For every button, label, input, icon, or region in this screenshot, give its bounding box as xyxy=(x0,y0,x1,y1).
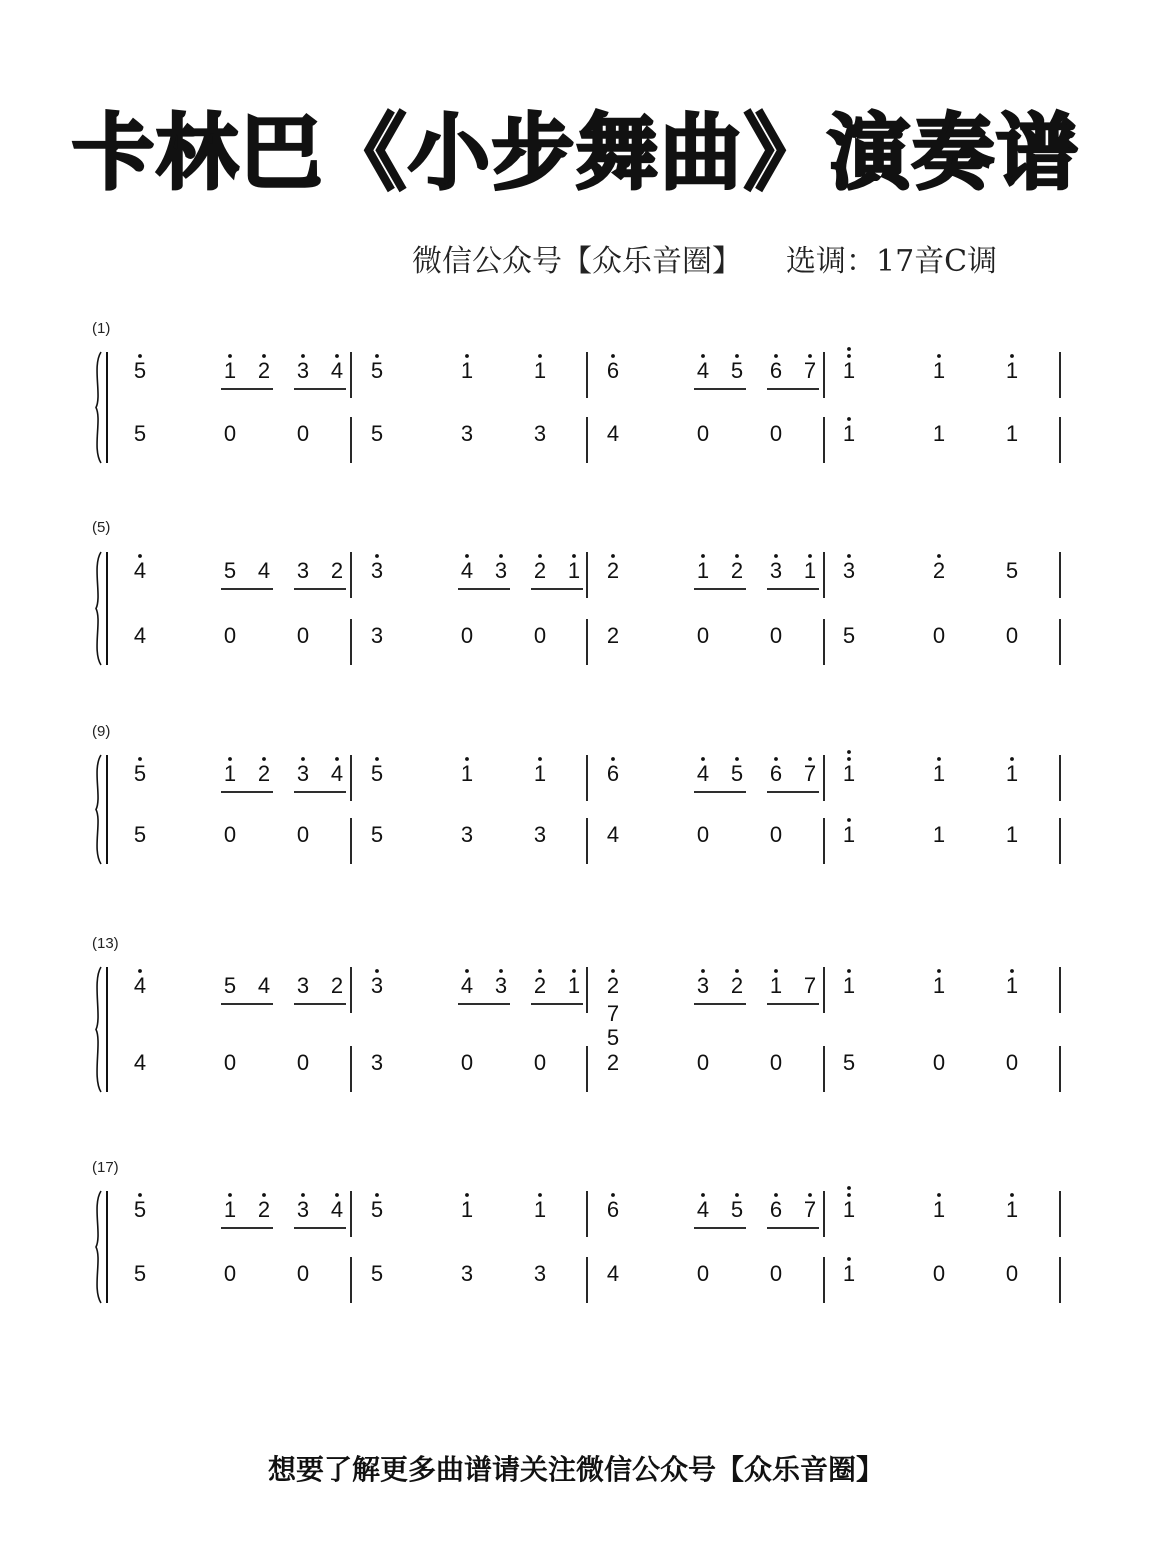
note: 1 xyxy=(842,761,856,786)
octave-dot xyxy=(1010,354,1014,358)
octave-dot xyxy=(774,757,778,761)
note: 3 xyxy=(696,973,710,998)
note: 2 xyxy=(330,558,344,583)
note: 6 xyxy=(606,761,620,786)
octave-dot xyxy=(228,757,232,761)
note: 1 xyxy=(1005,1197,1019,1222)
note: 1 xyxy=(533,358,547,383)
octave-dot xyxy=(465,969,469,973)
octave-dot xyxy=(375,354,379,358)
note: 2 xyxy=(533,558,547,583)
octave-dot xyxy=(262,757,266,761)
octave-dot xyxy=(847,969,851,973)
note: 1 xyxy=(842,421,856,446)
octave-dot xyxy=(735,969,739,973)
octave-dot xyxy=(375,969,379,973)
note: 1 xyxy=(567,558,581,583)
measure-number: (13) xyxy=(92,935,119,952)
note: 5 xyxy=(842,623,856,648)
note: 5 xyxy=(370,761,384,786)
note: 1 xyxy=(842,822,856,847)
source-label: 微信公众号【众乐音圈】 xyxy=(412,244,742,279)
octave-dot xyxy=(937,757,941,761)
octave-dot xyxy=(301,757,305,761)
note: 1 xyxy=(1005,761,1019,786)
note: 4 xyxy=(696,1197,710,1222)
note: 1 xyxy=(533,761,547,786)
note: 1 xyxy=(460,1197,474,1222)
note: 2 xyxy=(730,558,744,583)
note: 1 xyxy=(223,761,237,786)
octave-dot xyxy=(847,757,851,761)
note: 1 xyxy=(932,1197,946,1222)
octave-dot xyxy=(572,969,576,973)
note: 6 xyxy=(769,358,783,383)
note: 4 xyxy=(460,973,474,998)
note: 0 xyxy=(696,421,710,446)
octave-dot xyxy=(611,554,615,558)
octave-dot xyxy=(465,1193,469,1197)
note: 0 xyxy=(223,421,237,446)
note: 0 xyxy=(1005,1261,1019,1286)
octave-dot xyxy=(774,354,778,358)
octave-dot xyxy=(465,757,469,761)
note: 0 xyxy=(696,623,710,648)
note: 1 xyxy=(803,558,817,583)
octave-dot xyxy=(138,969,142,973)
note: 2 xyxy=(730,973,744,998)
note: 1 xyxy=(932,421,946,446)
brace xyxy=(96,552,101,665)
footer-note: 想要了解更多曲谱请关注微信公众号【众乐音圈】 xyxy=(267,1453,884,1486)
note: 2 xyxy=(606,558,620,583)
note: 5 xyxy=(133,1261,147,1286)
octave-dot xyxy=(701,969,705,973)
system xyxy=(92,723,1060,864)
note: 5 xyxy=(842,1050,856,1075)
note: 0 xyxy=(533,1050,547,1075)
note: 0 xyxy=(296,421,310,446)
octave-dot xyxy=(774,969,778,973)
octave-dot xyxy=(847,750,851,754)
octave-dot xyxy=(538,757,542,761)
octave-dot xyxy=(937,969,941,973)
note: 4 xyxy=(133,973,147,998)
system xyxy=(92,320,1060,463)
note: 0 xyxy=(769,822,783,847)
note: 4 xyxy=(606,1261,620,1286)
note: 5 xyxy=(133,822,147,847)
octave-dot xyxy=(301,1193,305,1197)
note: 3 xyxy=(370,558,384,583)
octave-dot xyxy=(301,354,305,358)
note: 0 xyxy=(769,623,783,648)
note: 4 xyxy=(257,973,271,998)
octave-dot xyxy=(937,554,941,558)
octave-dot xyxy=(465,554,469,558)
page-title: 卡林巴《小步舞曲》演奏谱 xyxy=(71,106,1080,201)
octave-dot xyxy=(375,554,379,558)
note: 0 xyxy=(460,623,474,648)
chord-note: 5 xyxy=(606,1025,620,1050)
note: 3 xyxy=(533,421,547,446)
octave-dot xyxy=(847,554,851,558)
note: 1 xyxy=(932,358,946,383)
note: 5 xyxy=(223,558,237,583)
note: 7 xyxy=(803,358,817,383)
octave-dot xyxy=(375,757,379,761)
octave-dot xyxy=(847,818,851,822)
octave-dot xyxy=(847,1257,851,1261)
note: 4 xyxy=(133,558,147,583)
note: 5 xyxy=(370,822,384,847)
octave-dot xyxy=(228,1193,232,1197)
note: 0 xyxy=(296,822,310,847)
note: 4 xyxy=(606,421,620,446)
octave-dot xyxy=(1010,1193,1014,1197)
octave-dot xyxy=(335,757,339,761)
note: 3 xyxy=(296,1197,310,1222)
note: 6 xyxy=(606,358,620,383)
note: 2 xyxy=(257,761,271,786)
octave-dot xyxy=(808,1193,812,1197)
note: 5 xyxy=(133,421,147,446)
note: 2 xyxy=(606,973,620,998)
measure-number: (5) xyxy=(92,519,111,536)
note: 1 xyxy=(842,973,856,998)
note: 0 xyxy=(696,1050,710,1075)
note: 0 xyxy=(769,421,783,446)
note: 4 xyxy=(133,1050,147,1075)
octave-dot xyxy=(847,1193,851,1197)
octave-dot xyxy=(937,354,941,358)
note: 2 xyxy=(533,973,547,998)
octave-dot xyxy=(138,1193,142,1197)
note: 3 xyxy=(533,1261,547,1286)
note: 1 xyxy=(1005,421,1019,446)
measure-number: (9) xyxy=(92,723,111,740)
note: 3 xyxy=(494,973,508,998)
note: 4 xyxy=(133,623,147,648)
note: 2 xyxy=(606,623,620,648)
note: 4 xyxy=(606,822,620,847)
octave-dot xyxy=(138,757,142,761)
note: 1 xyxy=(842,358,856,383)
note: 4 xyxy=(257,558,271,583)
note: 4 xyxy=(330,761,344,786)
note: 5 xyxy=(133,761,147,786)
note: 0 xyxy=(932,623,946,648)
octave-dot xyxy=(611,969,615,973)
note: 5 xyxy=(370,421,384,446)
brace xyxy=(96,1191,101,1303)
note: 1 xyxy=(769,973,783,998)
note: 2 xyxy=(257,358,271,383)
note: 3 xyxy=(296,761,310,786)
note: 2 xyxy=(257,1197,271,1222)
note: 2 xyxy=(606,1050,620,1075)
note: 5 xyxy=(133,1197,147,1222)
note: 2 xyxy=(330,973,344,998)
note: 1 xyxy=(1005,358,1019,383)
octave-dot xyxy=(701,757,705,761)
note: 4 xyxy=(330,1197,344,1222)
system xyxy=(92,1159,1060,1303)
note: 0 xyxy=(932,1261,946,1286)
note: 0 xyxy=(932,1050,946,1075)
octave-dot xyxy=(262,354,266,358)
note: 3 xyxy=(370,973,384,998)
note: 5 xyxy=(1005,558,1019,583)
note: 4 xyxy=(460,558,474,583)
note: 1 xyxy=(932,761,946,786)
note: 3 xyxy=(460,421,474,446)
note: 5 xyxy=(133,358,147,383)
note: 1 xyxy=(1005,973,1019,998)
note: 3 xyxy=(460,1261,474,1286)
note: 2 xyxy=(932,558,946,583)
note: 0 xyxy=(1005,623,1019,648)
octave-dot xyxy=(847,347,851,351)
octave-dot xyxy=(808,757,812,761)
octave-dot xyxy=(774,554,778,558)
note: 1 xyxy=(932,973,946,998)
octave-dot xyxy=(538,969,542,973)
note: 7 xyxy=(803,973,817,998)
note: 0 xyxy=(769,1261,783,1286)
note: 3 xyxy=(769,558,783,583)
note: 3 xyxy=(842,558,856,583)
note: 3 xyxy=(494,558,508,583)
note: 1 xyxy=(696,558,710,583)
note: 5 xyxy=(730,761,744,786)
octave-dot xyxy=(847,417,851,421)
note: 0 xyxy=(223,1261,237,1286)
note: 5 xyxy=(370,358,384,383)
note: 0 xyxy=(533,623,547,648)
octave-dot xyxy=(138,354,142,358)
octave-dot xyxy=(499,969,503,973)
note: 1 xyxy=(460,761,474,786)
octave-dot xyxy=(335,354,339,358)
octave-dot xyxy=(335,1193,339,1197)
note: 0 xyxy=(696,822,710,847)
octave-dot xyxy=(228,354,232,358)
note: 0 xyxy=(696,1261,710,1286)
note: 0 xyxy=(296,1261,310,1286)
note: 1 xyxy=(842,1197,856,1222)
octave-dot xyxy=(847,354,851,358)
octave-dot xyxy=(499,554,503,558)
brace xyxy=(96,967,101,1092)
note: 4 xyxy=(330,358,344,383)
note: 5 xyxy=(730,358,744,383)
octave-dot xyxy=(701,554,705,558)
note: 0 xyxy=(296,623,310,648)
chord-note: 7 xyxy=(606,1001,620,1026)
octave-dot xyxy=(847,1186,851,1190)
note: 1 xyxy=(567,973,581,998)
octave-dot xyxy=(538,1193,542,1197)
octave-dot xyxy=(1010,757,1014,761)
note: 4 xyxy=(696,761,710,786)
octave-dot xyxy=(701,1193,705,1197)
octave-dot xyxy=(611,1193,615,1197)
note: 0 xyxy=(223,623,237,648)
octave-dot xyxy=(465,354,469,358)
brace xyxy=(96,352,101,463)
octave-dot xyxy=(774,1193,778,1197)
octave-dot xyxy=(1010,969,1014,973)
note: 1 xyxy=(460,358,474,383)
note: 0 xyxy=(223,822,237,847)
note: 0 xyxy=(769,1050,783,1075)
note: 7 xyxy=(803,761,817,786)
octave-dot xyxy=(808,354,812,358)
octave-dot xyxy=(138,554,142,558)
note: 3 xyxy=(296,973,310,998)
octave-dot xyxy=(808,554,812,558)
note: 5 xyxy=(370,1197,384,1222)
note: 6 xyxy=(769,761,783,786)
note: 3 xyxy=(296,358,310,383)
note: 6 xyxy=(769,1197,783,1222)
system xyxy=(92,935,1060,1092)
note: 1 xyxy=(1005,822,1019,847)
note: 0 xyxy=(1005,1050,1019,1075)
octave-dot xyxy=(611,354,615,358)
note: 5 xyxy=(730,1197,744,1222)
octave-dot xyxy=(572,554,576,558)
octave-dot xyxy=(611,757,615,761)
octave-dot xyxy=(735,757,739,761)
note: 5 xyxy=(370,1261,384,1286)
octave-dot xyxy=(538,554,542,558)
note: 4 xyxy=(696,358,710,383)
note: 1 xyxy=(533,1197,547,1222)
system xyxy=(92,519,1060,665)
note: 0 xyxy=(296,1050,310,1075)
octave-dot xyxy=(735,1193,739,1197)
octave-dot xyxy=(701,354,705,358)
note: 1 xyxy=(842,1261,856,1286)
note: 0 xyxy=(223,1050,237,1075)
note: 1 xyxy=(932,822,946,847)
octave-dot xyxy=(375,1193,379,1197)
note: 3 xyxy=(296,558,310,583)
measure-number: (1) xyxy=(92,320,111,337)
brace xyxy=(96,755,101,864)
key-label: 选调：17音C调 xyxy=(786,244,998,279)
note: 3 xyxy=(460,822,474,847)
note: 5 xyxy=(223,973,237,998)
note: 6 xyxy=(606,1197,620,1222)
octave-dot xyxy=(262,1193,266,1197)
octave-dot xyxy=(937,1193,941,1197)
note: 3 xyxy=(533,822,547,847)
note: 3 xyxy=(370,1050,384,1075)
octave-dot xyxy=(538,354,542,358)
measure-number: (17) xyxy=(92,1159,119,1176)
octave-dot xyxy=(735,354,739,358)
note: 1 xyxy=(223,1197,237,1222)
note: 0 xyxy=(460,1050,474,1075)
note: 7 xyxy=(803,1197,817,1222)
octave-dot xyxy=(735,554,739,558)
note: 1 xyxy=(223,358,237,383)
note: 3 xyxy=(370,623,384,648)
